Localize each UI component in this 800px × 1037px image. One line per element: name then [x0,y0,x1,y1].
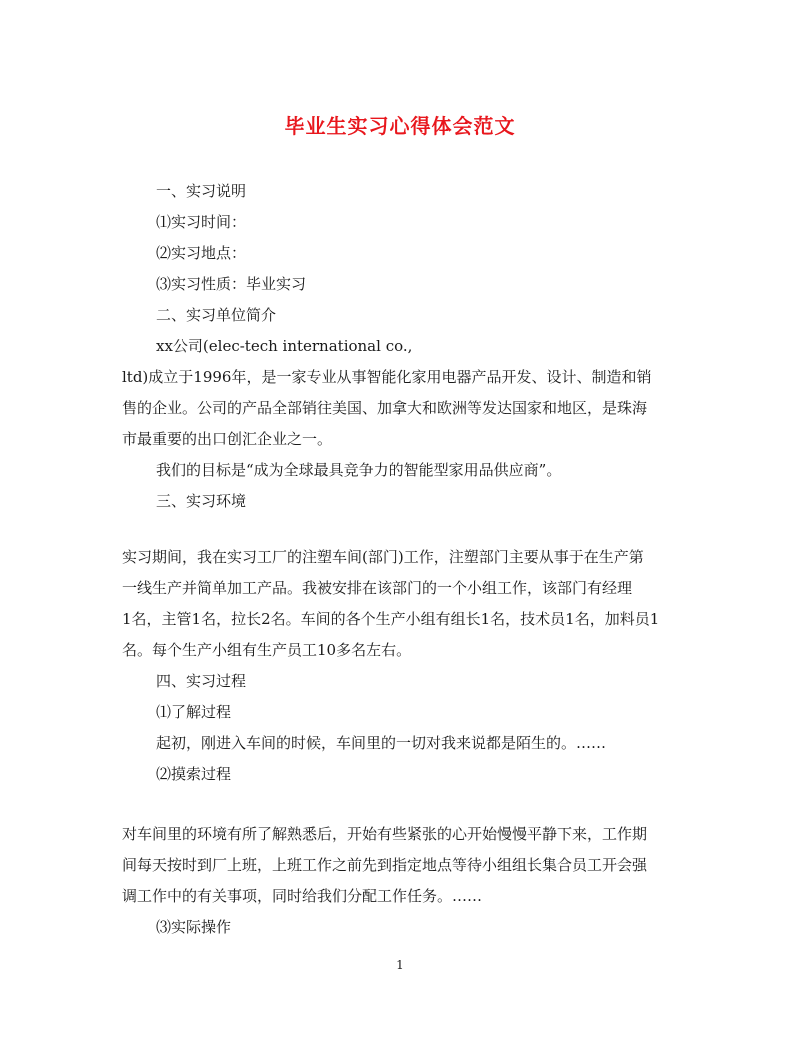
paragraph-line: 起初，刚进入车间的时候，车间里的一切对我来说都是陌生的。…… [156,734,607,752]
paragraph-line: 售的企业。公司的产品全部销往美国、加拿大和欧洲等发达国家和地区，是珠海 [122,399,648,417]
section-heading-3: 三、实习环境 [156,492,247,510]
section-heading-2: 二、实习单位简介 [156,306,277,324]
subsection-heading: ⑶实际操作 [156,918,232,936]
document-title: 毕业生实习心得体会范文 [284,114,516,138]
subsection-heading: ⑵摸索过程 [156,765,232,783]
paragraph-line: 市最重要的出口创汇企业之一。 [122,430,333,448]
list-item-nature: ⑶实习性质：毕业实习 [156,275,307,293]
paragraph-line: 间每天按时到厂上班，上班工作之前先到指定地点等待小组组长集合员工开会强 [122,856,648,874]
section-heading-4: 四、实习过程 [156,672,247,690]
paragraph-line: 实习期间，我在实习工厂的注塑车间(部门)工作，注塑部门主要从事于在生产第 [122,548,644,566]
page-number: 1 [396,958,404,972]
paragraph-line: 我们的目标是“成为全球最具竞争力的智能型家用品供应商”。 [156,461,562,479]
list-item-location: ⑵实习地点： [156,244,247,262]
paragraph-line: 调工作中的有关事项，同时给我们分配工作任务。…… [122,887,483,905]
list-item-time: ⑴实习时间： [156,213,247,231]
paragraph-line: 名。每个生产小组有生产员工10多名左右。 [122,641,412,659]
subsection-heading: ⑴了解过程 [156,703,232,721]
paragraph-line: 一线生产并简单加工产品。我被安排在该部门的一个小组工作，该部门有经理 [122,579,633,597]
paragraph-line: 对车间里的环境有所了解熟悉后，开始有些紧张的心开始慢慢平静下来，工作期 [122,825,648,843]
paragraph-line: 1名，主管1名，拉长2名。车间的各个生产小组有组长1名，技术员1名，加料员1 [122,610,660,628]
section-heading-1: 一、实习说明 [156,182,247,200]
paragraph-line: xx公司(elec-tech international co., [156,337,413,355]
paragraph-line: ltd)成立于1996年，是一家专业从事智能化家用电器产品开发、设计、制造和销 [122,368,652,386]
